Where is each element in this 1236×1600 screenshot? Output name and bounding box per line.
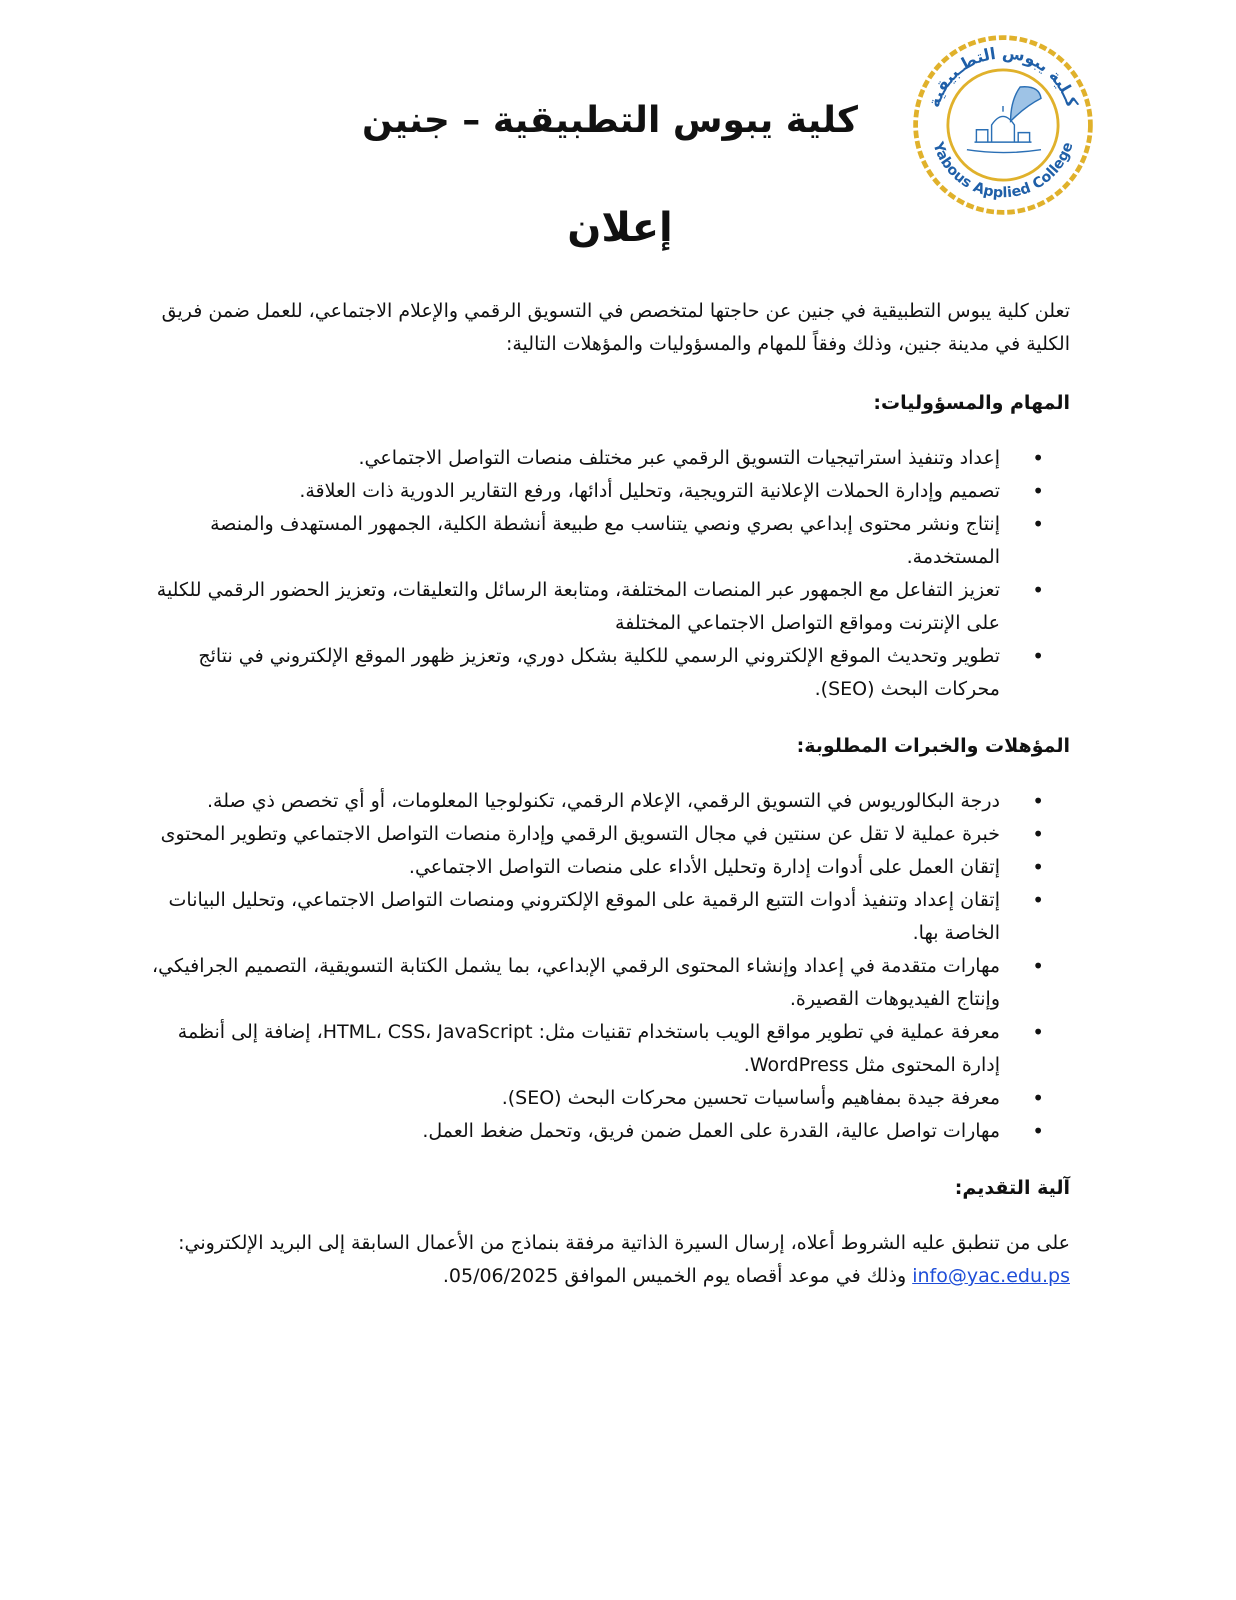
list-item: • مهارات متقدمة في إعداد وإنشاء المحتوى الرقمي الإبداعي، بما يشمل الكتابة التسويقية، التصميم الجرافيكي، وإنتاج الفيديوهات القصيرة. [140, 950, 1000, 1016]
list-item: • تصميم وإدارة الحملات الإعلانية الترويجية، وتحليل أدائها، ورفع التقارير الدورية ذات العلاقة. [140, 475, 1000, 508]
list-item: • تعزيز التفاعل مع الجمهور عبر المنصات المختلفة، ومتابعة الرسائل والتعليقات، وتعزيز الحضور الرقمي للكلية على الإنترنت ومواقع التواصل الاجتماعي المختلفة [140, 574, 1000, 640]
list-item: • خبرة عملية لا تقل عن سنتين في مجال التسويق الرقمي وإدارة منصات التواصل الاجتماعي وتطوير المحتوى [140, 818, 1000, 851]
announcement-heading: إعلان [567, 205, 673, 251]
list-item: • إنتاج ونشر محتوى إبداعي بصري ونصي يتناسب مع طبيعة أنشطة الكلية، الجمهور المستهدف والمنصة المستخدمة. [140, 508, 1000, 574]
intro-paragraph: تعلن كلية يبوس التطبيقية في جنين عن حاجتها لمتخصص في التسويق الرقمي والإعلام الاجتماعي، للعمل ضمن فريق الكلية في مدينة جنين، وذلك وفقاً للمهام والمسؤوليات والمؤهلات التالية: [161, 300, 1070, 355]
qualifications-list [140, 785, 1070, 1148]
list-item: • معرفة جيدة بمفاهيم وأساسيات تحسين محركات البحث (SEO). [140, 1082, 1000, 1115]
list-item: • إتقان إعداد وتنفيذ أدوات التتبع الرقمية على الموقع الإلكتروني ومنصات التواصل الاجتماعي، وتحليل البيانات الخاصة بها. [140, 884, 1000, 950]
announcement-body [140, 295, 1070, 1293]
list-item: • مهارات تواصل عالية، القدرة على العمل ضمن فريق، وتحمل ضغط العمل. [140, 1115, 1000, 1148]
email-link[interactable]: info@yac.edu.ps [912, 1265, 1070, 1287]
responsibilities-heading: المهام والمسؤوليات: [873, 392, 1070, 414]
college-logo [908, 30, 1098, 220]
list-item: • معرفة عملية في تطوير مواقع الويب باستخدام تقنيات مثل: HTML، CSS، JavaScript، إضافة إلى أنظمة إدارة المحتوى مثل WordPress. [140, 1016, 1000, 1082]
list-item: • إعداد وتنفيذ استراتيجيات التسويق الرقمي عبر مختلف منصات التواصل الاجتماعي. [140, 442, 1000, 475]
responsibilities-list [140, 442, 1070, 706]
application-instructions: على من تنطبق عليه الشروط أعلاه، إرسال السيرة الذاتية مرفقة بنماذج من الأعمال السابقة إلى البريد الإلكتروني: [178, 1232, 1070, 1254]
qualifications-heading: المؤهلات والخبرات المطلوبة: [796, 735, 1070, 757]
list-item: • إتقان العمل على أدوات إدارة وتحليل الأداء على منصات التواصل الاجتماعي. [140, 851, 1000, 884]
application-text [140, 1227, 1070, 1293]
logo-arabic-name: كـلية يبوس التطـبيقية [924, 42, 1082, 110]
list-item: • تطوير وتحديث الموقع الإلكتروني الرسمي للكلية بشكل دوري، وتعزيز ظهور الموقع الإلكتروني في نتائج محركات البحث (SEO). [140, 640, 1000, 706]
application-heading: آلية التقديم: [954, 1177, 1070, 1199]
page-title: كلية يبوس التطبيقية – جنين [362, 100, 858, 141]
logo-english-name: Yabous Applied College [929, 140, 1077, 202]
list-item: • درجة البكالوريوس في التسويق الرقمي، الإعلام الرقمي، تكنولوجيا المعلومات، أو أي تخصص ذي صلة. [140, 785, 1000, 818]
application-deadline: وذلك في موعد أقصاه يوم الخميس الموافق 05/06/2025. [442, 1265, 907, 1287]
